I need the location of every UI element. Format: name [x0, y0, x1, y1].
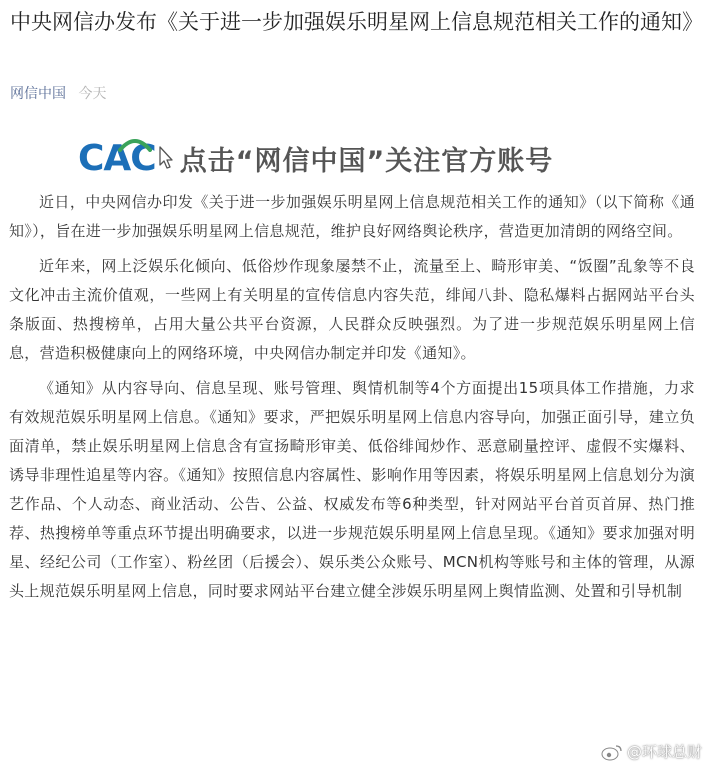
watermark: [601, 741, 702, 762]
article-title: 中央网信办发布《关于进一步加强娱乐明星网上信息规范相关工作的通知》: [10, 10, 703, 34]
cac-logo: [78, 138, 174, 179]
watermark-text: @环球总财: [626, 743, 702, 761]
paragraph: 近年来，网上泛娱乐化倾向、低俗炒作现象屡禁不止，流量至上、畸形审美、“饭圈”乱象等不良文化冲击主流价值观，一些网上有关明星的宣传信息内容失范，绯闻八卦、隐私爆料占据网站平台头条版面、热搜榜单，占用大量公共平台资源，人民群众反映强烈。为了进一步规范娱乐明星网上信息，营造积极健康向上的网络环境，中央网信办制定并印发《通知》。: [9, 257, 695, 362]
logo-arc-icon: [118, 136, 152, 152]
article-meta: [10, 84, 106, 104]
weibo-icon: [601, 743, 623, 761]
follow-banner[interactable]: [78, 134, 638, 182]
publish-time: 今天: [78, 86, 107, 102]
follow-slogan: 点击“网信中国”关注官方账号: [179, 145, 554, 177]
paragraph: 近日，中央网信办印发《关于进一步加强娱乐明星网上信息规范相关工作的通知》（以下简称《通知》），旨在进一步加强娱乐明星网上信息规范，维护良好网络舆论秩序，营造更加清朗的网络空间。: [9, 193, 695, 240]
cursor-icon: [158, 145, 174, 171]
logo-text: CAC: [78, 137, 156, 179]
author-link[interactable]: 网信中国: [10, 86, 66, 102]
paragraph: 《通知》从内容导向、信息呈现、账号管理、舆情机制等4个方面提出15项具体工作措施，力求有效规范娱乐明星网上信息。《通知》要求，严把娱乐明星网上信息内容导向，加强正面引导，建立负面清单，禁止娱乐明星网上信息含有宣扬畸形审美、低俗绯闻炒作、恶意刷量控评、虚假不实爆料、诱导非理性追星等内容。《通知》按照信息内容属性、影响作用等因素，将娱乐明星网上信息划分为演艺作品、个人动态、商业活动、公告、公益、权威发布等6种类型，针对网站平台首页首屏、热门推荐、热搜榜单等重点环节提出明确要求，以进一步规范娱乐明星网上信息呈现。《通知》要求加强对明星、经纪公司（工作室）、粉丝团（后援会）、娱乐类公众账号、MCN机构等账号和主体的管理，从源头上规范娱乐明星网上信息，同时要求网站平台建立健全涉娱乐明星网上舆情监测、处置和引导机制: [9, 379, 695, 600]
article-body: [9, 188, 695, 612]
